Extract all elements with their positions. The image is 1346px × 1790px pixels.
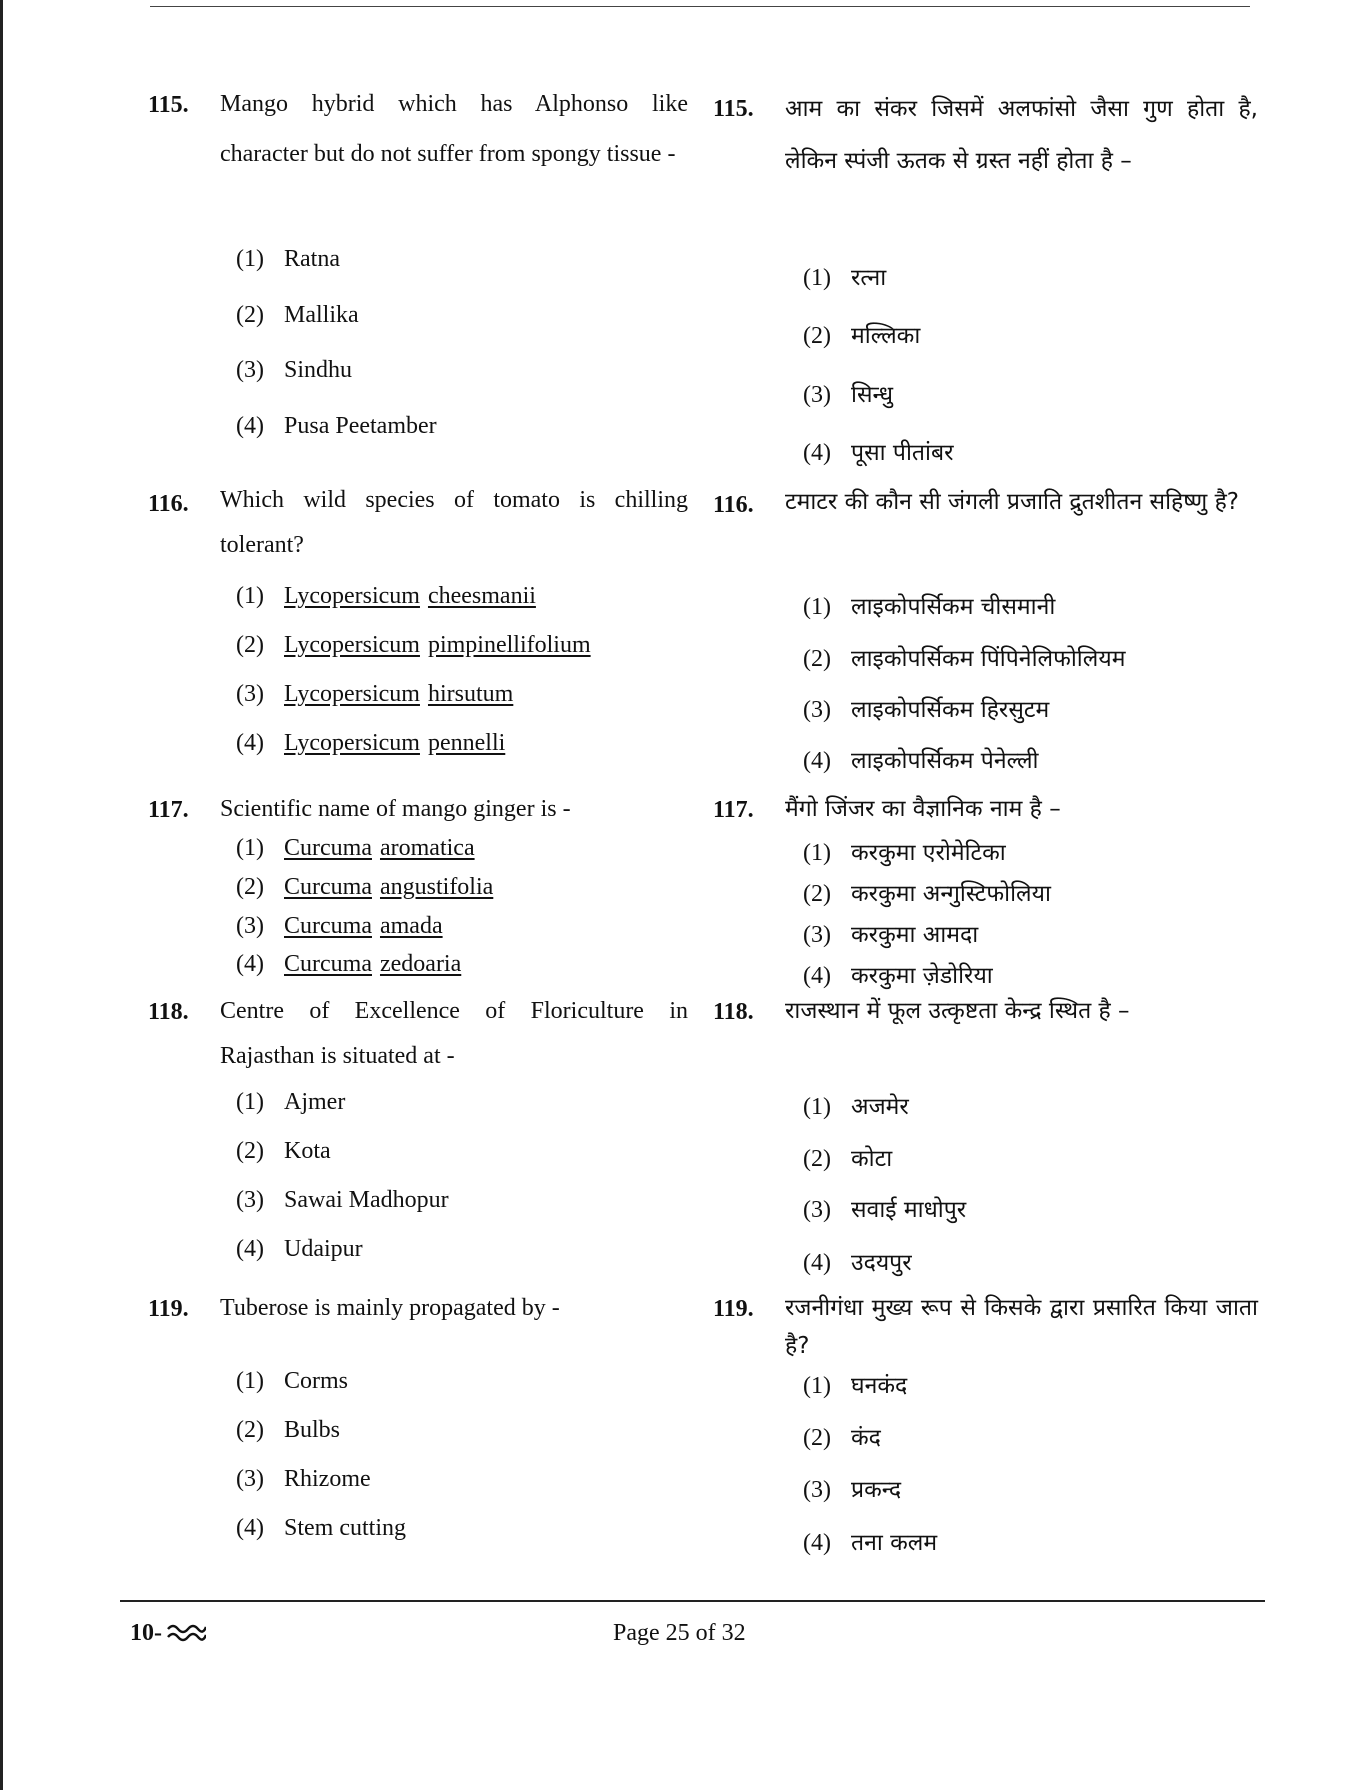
wave-symbol-icon bbox=[166, 1620, 206, 1649]
option: (3) सिन्धु bbox=[803, 382, 894, 408]
option: (3) Lycopersicum hirsutum bbox=[236, 681, 514, 707]
question-text: रजनीगंधा मुख्य रूप से किसके द्वारा प्रसारित किया जाता है? bbox=[785, 1295, 1258, 1359]
question-number: 117. bbox=[148, 797, 189, 823]
option: (1) Ajmer bbox=[236, 1089, 346, 1115]
option: (1) Curcuma aromatica bbox=[236, 835, 475, 861]
option: (3) Sindhu bbox=[236, 357, 353, 383]
option: (3) Rhizome bbox=[236, 1466, 371, 1492]
question-number: 118. bbox=[148, 999, 189, 1025]
question-text: मैंगो जिंजर का वैज्ञानिक नाम है – bbox=[785, 796, 1061, 822]
option: (1) करकुमा एरोमेटिका bbox=[803, 840, 1006, 866]
option: (3) करकुमा आमदा bbox=[803, 922, 979, 948]
option: (2) करकुमा अन्गुस्टिफोलिया bbox=[803, 881, 1051, 907]
option: (2) Kota bbox=[236, 1138, 331, 1164]
question-number: 115. bbox=[148, 92, 189, 118]
option: (2) Lycopersicum pimpinellifolium bbox=[236, 632, 591, 658]
booklet-code: 10- bbox=[130, 1620, 162, 1647]
option: (2) मल्लिका bbox=[803, 323, 921, 349]
option: (3) लाइकोपर्सिकम हिरसुटम bbox=[803, 697, 1050, 723]
option: (4) Udaipur bbox=[236, 1236, 363, 1262]
option: (4) करकुमा ज़ेडोरिया bbox=[803, 963, 993, 989]
option: (1) घनकंद bbox=[803, 1373, 908, 1399]
option: (2) लाइकोपर्सिकम पिंपिनेलिफोलियम bbox=[803, 646, 1126, 672]
option: (3) प्रकन्द bbox=[803, 1477, 902, 1503]
option: (4) Curcuma zedoaria bbox=[236, 951, 462, 977]
option: (4) Lycopersicum pennelli bbox=[236, 730, 506, 756]
question-number: 116. bbox=[713, 492, 754, 518]
option: (4) Stem cutting bbox=[236, 1515, 406, 1541]
option: (1) Corms bbox=[236, 1368, 349, 1394]
question-number: 115. bbox=[713, 96, 754, 122]
question-text: टमाटर की कौन सी जंगली प्रजाति द्रुतशीतन सहिष्णु है? bbox=[785, 489, 1240, 515]
footer-code bbox=[130, 1620, 206, 1649]
question-number: 119. bbox=[713, 1296, 754, 1322]
option: (1) Lycopersicum cheesmanii bbox=[236, 583, 536, 609]
page-edge bbox=[0, 0, 3, 1790]
question-text: Centre of Excellence of Floriculture in Rajasthan is situated at - bbox=[220, 998, 688, 1069]
option: (4) तना कलम bbox=[803, 1530, 938, 1556]
option: (3) Sawai Madhopur bbox=[236, 1187, 449, 1213]
option: (1) रत्ना bbox=[803, 265, 887, 291]
option: (3) सवाई माधोपुर bbox=[803, 1197, 967, 1223]
question-text: राजस्थान में फूल उत्कृष्टता केन्द्र स्थित है – bbox=[785, 998, 1130, 1024]
question-text: Tuberose is mainly propagated by - bbox=[220, 1295, 560, 1321]
question-number: 119. bbox=[148, 1296, 189, 1322]
option: (4) Pusa Peetamber bbox=[236, 413, 437, 439]
option: (2) कोटा bbox=[803, 1146, 893, 1172]
footer-rule bbox=[120, 1600, 1265, 1602]
question-number: 118. bbox=[713, 999, 754, 1025]
question-text: Scientific name of mango ginger is - bbox=[220, 796, 571, 822]
option: (3) Curcuma amada bbox=[236, 913, 443, 939]
option: (2) Bulbs bbox=[236, 1417, 341, 1443]
option: (4) उदयपुर bbox=[803, 1250, 912, 1276]
question-number: 116. bbox=[148, 491, 189, 517]
question-text: Which wild species of tomato is chilling tolerant? bbox=[220, 487, 688, 558]
option: (2) Curcuma angustifolia bbox=[236, 874, 494, 900]
question-number: 117. bbox=[713, 797, 754, 823]
option: (4) पूसा पीतांबर bbox=[803, 440, 954, 466]
top-rule bbox=[150, 6, 1250, 7]
option: (1) अजमेर bbox=[803, 1094, 909, 1120]
option: (2) कंद bbox=[803, 1425, 881, 1451]
page-number: Page 25 of 32 bbox=[613, 1620, 746, 1646]
option: (4) लाइकोपर्सिकम पेनेल्ली bbox=[803, 748, 1039, 774]
option: (1) Ratna bbox=[236, 246, 340, 272]
question-text: Mango hybrid which has Alphonso like character but do not suffer from spongy tissue - bbox=[220, 91, 688, 167]
option: (1) लाइकोपर्सिकम चीसमानी bbox=[803, 594, 1056, 620]
option: (2) Mallika bbox=[236, 302, 359, 328]
question-text: आम का संकर जिसमें अलफांसो जैसा गुण होता है, लेकिन स्पंजी ऊतक से ग्रस्त नहीं होता है – bbox=[785, 96, 1258, 174]
